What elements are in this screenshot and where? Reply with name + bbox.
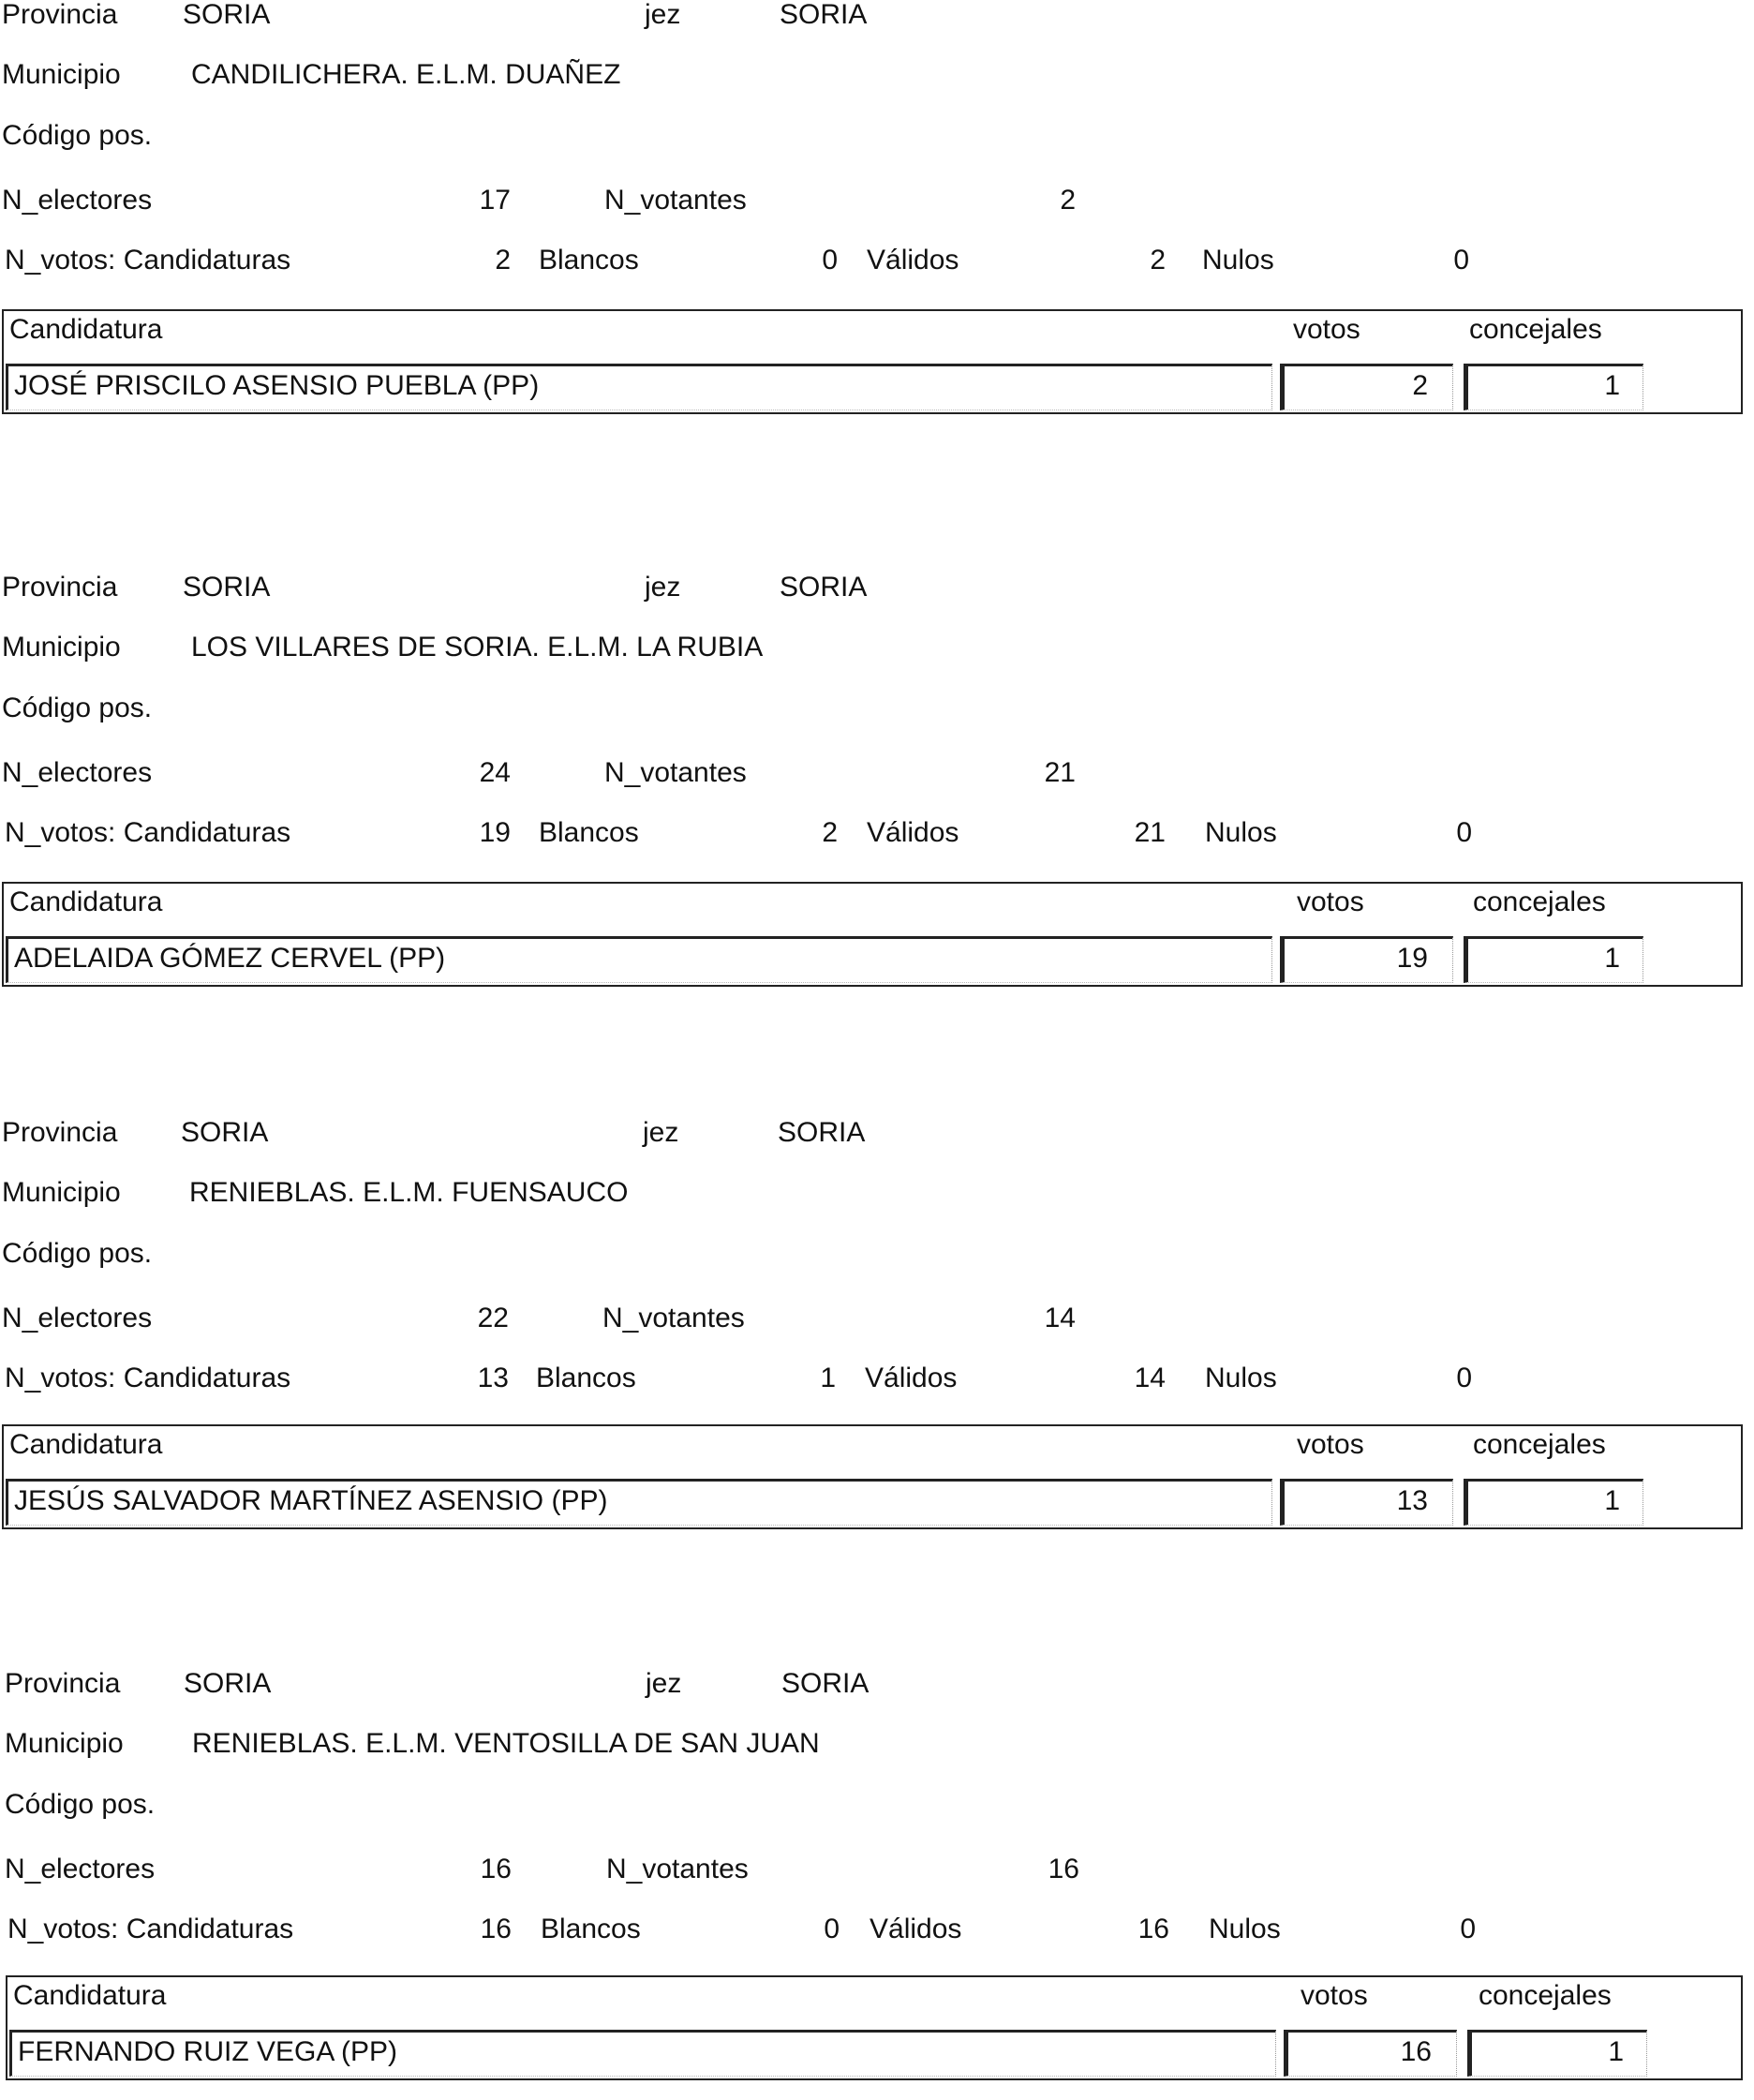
n-votantes-label: N_votantes [604, 185, 747, 216]
candidaturas-value: 16 [480, 1914, 512, 1944]
municipio-value: CANDILICHERA. E.L.M. DUAÑEZ [191, 59, 621, 90]
candidate-name-cell: FERNANDO RUIZ VEGA (PP) [9, 2030, 1276, 2077]
col-concejales-header: concejales [1469, 314, 1602, 345]
col-candidatura-header: Candidatura [9, 1429, 163, 1460]
n-votantes-label: N_votantes [606, 1854, 749, 1884]
provincia-value: SORIA [184, 1668, 272, 1699]
n-electores-label: N_electores [2, 757, 153, 788]
municipio-label: Municipio [5, 1728, 124, 1759]
municipio-value: LOS VILLARES DE SORIA. E.L.M. LA RUBIA [191, 632, 764, 663]
n-votantes-value: 2 [1060, 185, 1076, 216]
blancos-value: 1 [820, 1363, 836, 1393]
municipio-value: RENIEBLAS. E.L.M. VENTOSILLA DE SAN JUAN [192, 1728, 820, 1759]
jez-value: SORIA [781, 1668, 870, 1699]
candidaturas-value: 13 [477, 1363, 509, 1393]
nulos-label: Nulos [1205, 817, 1277, 848]
votos-cell: 19 [1280, 936, 1453, 983]
nulos-value: 0 [1456, 1363, 1472, 1393]
jez-value: SORIA [780, 0, 868, 30]
col-votos-header: votos [1297, 1429, 1364, 1460]
nulos-value: 0 [1453, 245, 1469, 276]
provincia-label: Provincia [5, 1668, 121, 1699]
n-votantes-value: 16 [1048, 1854, 1079, 1884]
candidatura-table [6, 1975, 1743, 2080]
validos-value: 14 [1134, 1363, 1166, 1393]
blancos-label: Blancos [541, 1914, 641, 1944]
election-record-1 [0, 0, 1754, 431]
validos-value: 16 [1137, 1914, 1169, 1944]
provincia-label: Provincia [2, 572, 118, 603]
votos-cell: 16 [1284, 2030, 1457, 2077]
n-electores-value: 17 [479, 185, 511, 216]
blancos-value: 2 [822, 817, 838, 848]
votos-cell: 13 [1280, 1479, 1453, 1526]
jez-value: SORIA [778, 1117, 866, 1148]
provincia-label: Provincia [2, 1117, 118, 1148]
n-votantes-label: N_votantes [602, 1303, 745, 1333]
concejales-cell: 1 [1464, 1479, 1643, 1526]
validos-label: Válidos [870, 1914, 962, 1944]
n-electores-label: N_electores [2, 185, 153, 216]
candidaturas-value: 19 [479, 817, 511, 848]
jez-label: jez [645, 572, 681, 603]
provincia-value: SORIA [181, 1117, 269, 1148]
blancos-label: Blancos [536, 1363, 636, 1393]
nulos-value: 0 [1456, 817, 1472, 848]
municipio-label: Municipio [2, 59, 121, 90]
candidatura-table [2, 882, 1743, 987]
n-electores-value: 24 [479, 757, 511, 788]
validos-label: Válidos [867, 245, 959, 276]
provincia-value: SORIA [183, 572, 271, 603]
n-votos-candidaturas-label: N_votos: Candidaturas [5, 817, 291, 848]
n-electores-value: 22 [477, 1303, 509, 1333]
codigo-pos-label: Código pos. [2, 120, 153, 151]
nulos-label: Nulos [1202, 245, 1274, 276]
col-candidatura-header: Candidatura [9, 886, 163, 917]
municipio-label: Municipio [2, 632, 121, 663]
votos-cell: 2 [1280, 364, 1453, 410]
jez-label: jez [646, 1668, 682, 1699]
candidatura-table [2, 309, 1743, 414]
col-candidatura-header: Candidatura [9, 314, 163, 345]
col-votos-header: votos [1301, 1980, 1368, 2011]
n-votantes-label: N_votantes [604, 757, 747, 788]
blancos-label: Blancos [539, 245, 639, 276]
municipio-value: RENIEBLAS. E.L.M. FUENSAUCO [189, 1177, 629, 1208]
concejales-cell: 1 [1467, 2030, 1647, 2077]
candidaturas-value: 2 [495, 245, 511, 276]
nulos-label: Nulos [1209, 1914, 1281, 1944]
col-concejales-header: concejales [1473, 1429, 1606, 1460]
candidate-name-cell: ADELAIDA GÓMEZ CERVEL (PP) [6, 936, 1272, 983]
blancos-value: 0 [824, 1914, 840, 1944]
codigo-pos-label: Código pos. [2, 693, 153, 723]
n-votos-candidaturas-label: N_votos: Candidaturas [5, 245, 291, 276]
election-record-3 [0, 1118, 1754, 1549]
provincia-value: SORIA [183, 0, 271, 30]
validos-label: Válidos [865, 1363, 958, 1393]
n-electores-label: N_electores [5, 1854, 156, 1884]
validos-value: 2 [1150, 245, 1166, 276]
nulos-value: 0 [1460, 1914, 1476, 1944]
col-votos-header: votos [1297, 886, 1364, 917]
jez-value: SORIA [780, 572, 868, 603]
municipio-label: Municipio [2, 1177, 121, 1208]
candidate-name-cell: JESÚS SALVADOR MARTÍNEZ ASENSIO (PP) [6, 1479, 1272, 1526]
n-electores-value: 16 [480, 1854, 512, 1884]
candidate-name-cell: JOSÉ PRISCILO ASENSIO PUEBLA (PP) [6, 364, 1272, 410]
n-votos-candidaturas-label: N_votos: Candidaturas [5, 1363, 291, 1393]
jez-label: jez [643, 1117, 679, 1148]
col-candidatura-header: Candidatura [13, 1980, 167, 2011]
blancos-value: 0 [822, 245, 838, 276]
n-electores-label: N_electores [2, 1303, 153, 1333]
validos-label: Válidos [867, 817, 959, 848]
blancos-label: Blancos [539, 817, 639, 848]
n-votantes-value: 14 [1044, 1303, 1076, 1333]
col-votos-header: votos [1293, 314, 1360, 345]
election-record-4 [0, 1669, 1754, 2100]
nulos-label: Nulos [1205, 1363, 1277, 1393]
n-votos-candidaturas-label: N_votos: Candidaturas [7, 1914, 294, 1944]
election-record-2 [0, 573, 1754, 1004]
jez-label: jez [645, 0, 681, 30]
codigo-pos-label: Código pos. [5, 1789, 156, 1820]
candidatura-table [2, 1424, 1743, 1529]
concejales-cell: 1 [1464, 364, 1643, 410]
validos-value: 21 [1134, 817, 1166, 848]
n-votantes-value: 21 [1044, 757, 1076, 788]
concejales-cell: 1 [1464, 936, 1643, 983]
col-concejales-header: concejales [1473, 886, 1606, 917]
provincia-label: Provincia [2, 0, 118, 30]
codigo-pos-label: Código pos. [2, 1238, 153, 1269]
col-concejales-header: concejales [1479, 1980, 1612, 2011]
